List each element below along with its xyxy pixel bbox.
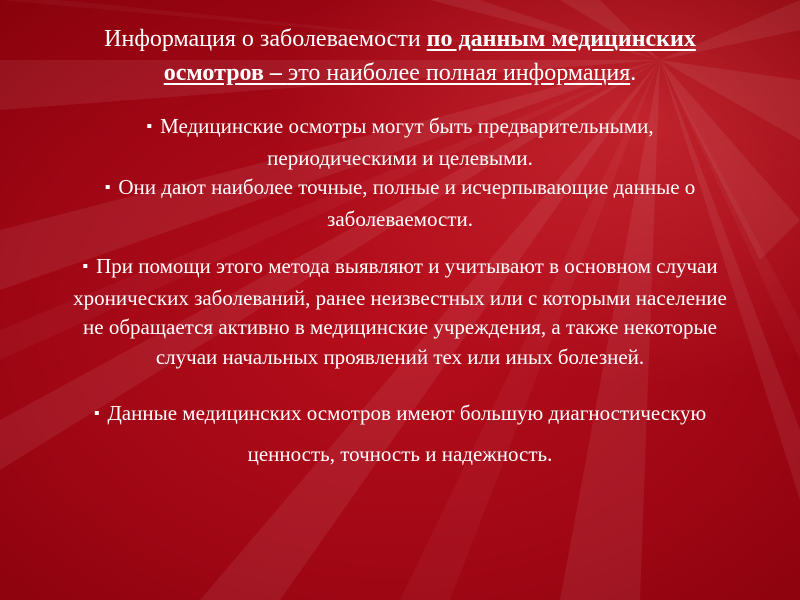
title-text-underlined: это наиболее полная информация [287,60,631,86]
list-item-text: При помощи этого метода выявляют и учитывают в основном случаи хронических заболеваний, ранее неизвестных или с которыми население не обращается активно в медицинские учреждения, а также некоторые случаи начальных проявлений тех или иных болезней. [73,254,727,369]
title-text-bold-underlined: по данным медицинских осмотров – [163,26,696,86]
list-item-text: Они дают наиболее точные, полные и исчерпывающие данные о заболеваемости. [118,175,696,231]
list-item [70,173,730,234]
list-item [70,394,730,473]
square-bullet-icon: ▪ [93,405,100,422]
title-text-period: . [630,60,637,86]
slide-content [70,22,730,473]
list-item [70,252,730,372]
spacer [70,372,730,394]
square-bullet-icon: ▪ [82,258,89,275]
title-text-part1: Информация о заболеваемости [104,26,427,52]
square-bullet-icon: ▪ [146,118,153,135]
list-item-text: Данные медицинских осмотров имеют большую диагностическую ценность, точность и надежность. [107,401,707,466]
spacer [70,234,730,252]
square-bullet-icon: ▪ [104,179,111,196]
slide-title [70,22,730,90]
list-item [70,112,730,173]
list-item-text: Медицинские осмотры могут быть предварительными, периодическими и целевыми. [160,114,654,170]
